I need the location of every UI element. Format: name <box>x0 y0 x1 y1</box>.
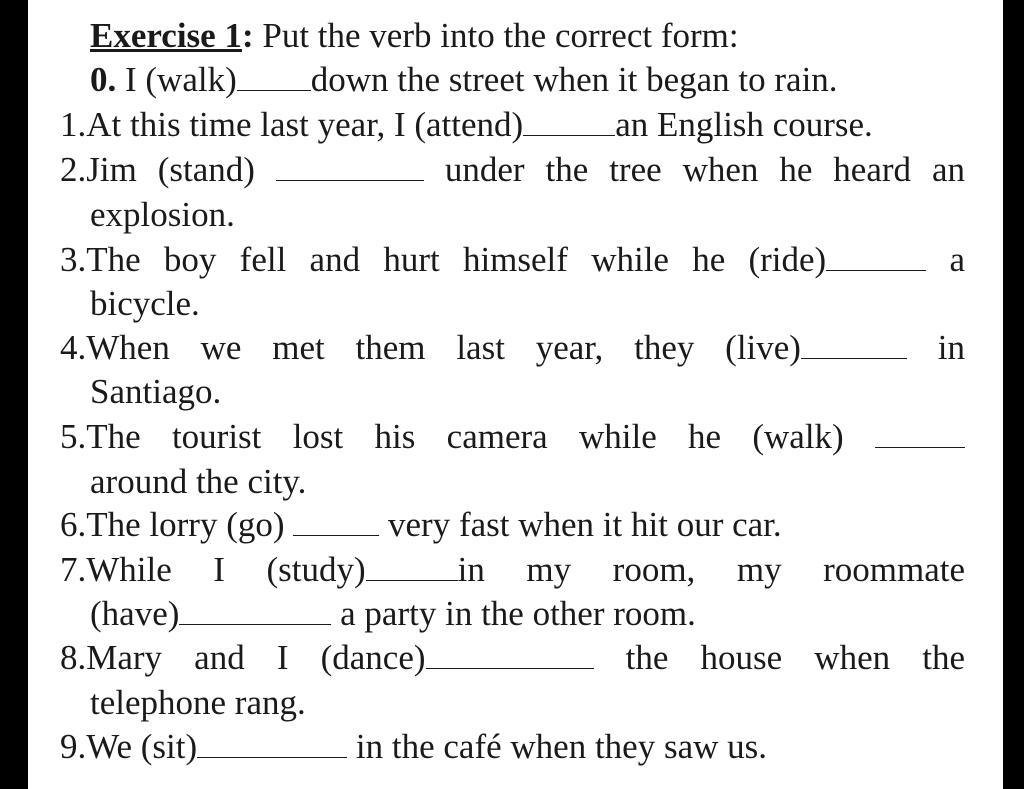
item-number: 1. <box>60 105 87 144</box>
answer-blank <box>875 421 965 448</box>
item-number: 9. <box>60 727 87 766</box>
answer-blank <box>276 154 424 181</box>
item-number: 3. <box>60 240 87 279</box>
item-2: 2.Jim (stand) under the tree when he heard an <box>60 150 966 189</box>
answer-blank <box>197 731 347 758</box>
item-number: 7. <box>60 550 87 589</box>
answer-blank <box>237 64 311 91</box>
worksheet-page <box>28 0 1003 789</box>
item-number: 0. <box>90 60 117 99</box>
item-1: 1.At this time last year, I (attend) an English course. <box>60 105 873 144</box>
item-7: 7.While I (study) in my room, my roommate <box>60 550 966 589</box>
item-3-cont: bicycle. <box>90 284 200 323</box>
item-2-cont: explosion. <box>90 195 235 234</box>
item-7-cont: (have) a party in the other room. <box>90 594 696 633</box>
item-6: 6.The lorry (go) very fast when it hit our car. <box>60 505 782 544</box>
exercise-heading: Exercise 1: Put the verb into the correct form: <box>90 16 739 55</box>
exercise-label: Exercise 1 <box>90 16 242 55</box>
item-5: 5.The tourist lost his camera while he (walk) <box>60 417 965 457</box>
item-4-cont: Santiago. <box>90 372 222 411</box>
item-number: 2. <box>60 150 87 189</box>
answer-blank <box>826 244 926 271</box>
answer-blank <box>293 509 379 536</box>
item-number: 4. <box>60 328 87 367</box>
answer-blank <box>523 109 615 136</box>
answer-blank <box>179 598 331 625</box>
answer-blank <box>426 642 594 669</box>
item-0: 0. I (walk) down the street when it began to rain. <box>90 60 838 99</box>
item-4: 4.When we met them last year, they (live) in <box>60 328 966 367</box>
item-3: 3.The boy fell and hurt himself while he (ride) a <box>60 240 966 279</box>
answer-blank <box>801 332 907 359</box>
item-number: 5. <box>60 417 87 456</box>
item-9: 9.We (sit) in the café when they saw us. <box>60 727 768 766</box>
item-5-cont: around the city. <box>90 462 307 501</box>
item-number: 8. <box>60 638 87 677</box>
item-8-cont: telephone rang. <box>90 683 306 722</box>
answer-blank <box>366 554 458 581</box>
item-number: 6. <box>60 505 87 544</box>
item-8: 8.Mary and I (dance) the house when the <box>60 638 966 677</box>
exercise-instruction: Put the verb into the correct form: <box>262 16 739 55</box>
